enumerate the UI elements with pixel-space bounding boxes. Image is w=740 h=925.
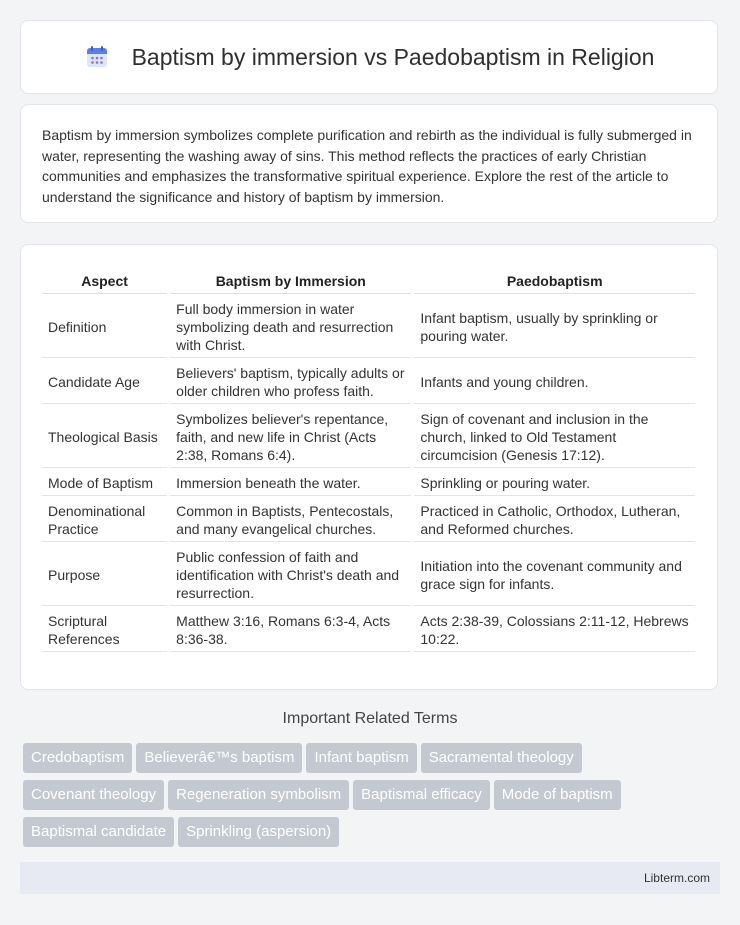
related-terms-title: Important Related Terms (282, 710, 458, 727)
cell-paedobaptism: Practiced in Catholic, Orthodox, Lutheran, and Reformed churches. (414, 498, 695, 542)
table-row (42, 406, 695, 468)
page-title-text: Baptism by immersion vs Paedobaptism in Religion (131, 43, 655, 70)
calendar-icon (84, 44, 110, 70)
table-row (42, 544, 695, 606)
intro-text: Baptism by immersion symbolizes complete purification and rebirth as the individual is fully submerged in water, representing the washing away of sins. This method reflects the practices of early Christian communities and emphasizes the transformative spiritual experience. Explore the rest of the article to understand the significance and history of baptism by immersion. (42, 127, 692, 205)
tag-baptismal-candidate[interactable]: Baptismal candidate (23, 817, 174, 847)
title-card (20, 20, 718, 94)
cell-aspect: Scriptural References (42, 608, 167, 652)
header-immersion: Baptism by Immersion (170, 267, 411, 294)
header-paedobaptism: Paedobaptism (414, 267, 695, 294)
tag-credobaptism[interactable]: Credobaptism (23, 743, 132, 773)
cell-aspect: Candidate Age (42, 360, 167, 404)
related-terms-list (23, 743, 723, 854)
cell-paedobaptism: Sign of covenant and inclusion in the church, linked to Old Testament circumcision (Genesis 17:12). (414, 406, 695, 468)
cell-aspect: Purpose (42, 544, 167, 606)
cell-paedobaptism: Infant baptism, usually by sprinkling or pouring water. (414, 296, 695, 358)
header-aspect: Aspect (42, 267, 167, 294)
tag-believers-baptism[interactable]: Believerâ€™s baptism (136, 743, 302, 773)
cell-immersion: Believers' baptism, typically adults or older children who profess faith. (170, 360, 411, 404)
tag-baptismal-efficacy[interactable]: Baptismal efficacy (353, 780, 490, 810)
tag-sprinkling[interactable]: Sprinkling (aspersion) (178, 817, 339, 847)
cell-immersion: Immersion beneath the water. (170, 470, 411, 496)
cell-aspect: Theological Basis (42, 406, 167, 468)
footer-site-link[interactable]: Libterm.com (643, 871, 710, 885)
tag-sacramental-theology[interactable]: Sacramental theology (421, 743, 582, 773)
intro-card (20, 104, 718, 223)
table-header-row (42, 267, 695, 294)
cell-paedobaptism: Sprinkling or pouring water. (414, 470, 695, 496)
tag-infant-baptism[interactable]: Infant baptism (306, 743, 416, 773)
cell-immersion: Symbolizes believer's repentance, faith, and new life in Christ (Acts 2:38, Romans 6:4). (170, 406, 411, 468)
cell-paedobaptism: Initiation into the covenant community and grace sign for infants. (414, 544, 695, 606)
cell-immersion: Common in Baptists, Pentecostals, and many evangelical churches. (170, 498, 411, 542)
table-row (42, 608, 695, 652)
cell-immersion: Public confession of faith and identification with Christ's death and resurrection. (170, 544, 411, 606)
cell-paedobaptism: Infants and young children. (414, 360, 695, 404)
footer (20, 862, 720, 894)
cell-immersion: Matthew 3:16, Romans 6:3-4, Acts 8:36-38. (170, 608, 411, 652)
table-row (42, 296, 695, 358)
table-row (42, 360, 695, 404)
tag-covenant-theology[interactable]: Covenant theology (23, 780, 164, 810)
cell-immersion: Full body immersion in water symbolizing death and resurrection with Christ. (170, 296, 411, 358)
cell-aspect: Denominational Practice (42, 498, 167, 542)
tag-mode-of-baptism[interactable]: Mode of baptism (494, 780, 621, 810)
tag-regeneration-symbolism[interactable]: Regeneration symbolism (168, 780, 349, 810)
cell-aspect: Mode of Baptism (42, 470, 167, 496)
cell-aspect: Definition (42, 296, 167, 358)
comparison-table (39, 265, 698, 654)
comparison-card (20, 244, 718, 690)
page-title (84, 44, 655, 71)
cell-paedobaptism: Acts 2:38-39, Colossians 2:11-12, Hebrews 10:22. (414, 608, 695, 652)
table-row (42, 470, 695, 496)
table-row (42, 498, 695, 542)
